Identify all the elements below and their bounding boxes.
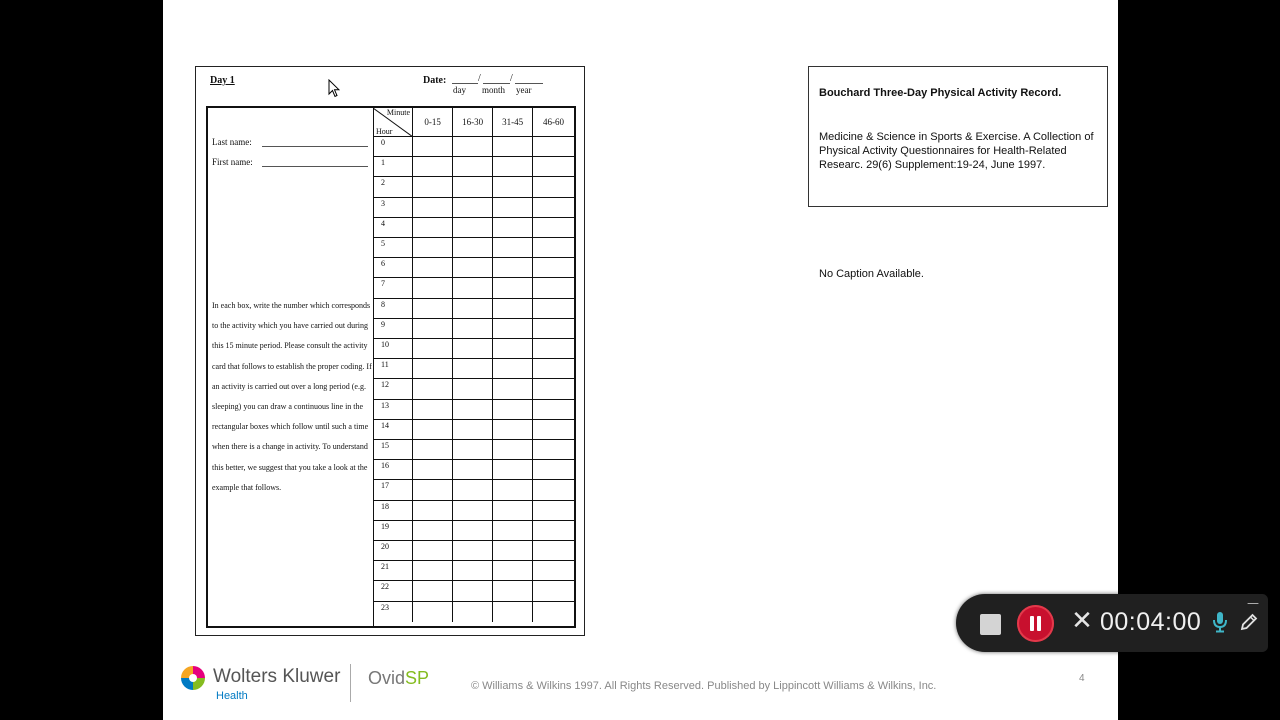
hour-table (373, 108, 574, 626)
activity-cell (493, 440, 533, 459)
activity-cell (493, 238, 533, 257)
activity-cell (413, 602, 453, 622)
activity-cell (493, 218, 533, 237)
activity-cell (413, 440, 453, 459)
activity-cell (453, 440, 493, 459)
date-label: Date: (423, 75, 447, 86)
activity-cell (413, 198, 453, 217)
hour-row (373, 198, 574, 218)
activity-cell (533, 501, 574, 520)
activity-cell (493, 299, 533, 318)
activity-cell (533, 460, 574, 479)
hour-label: 1 (373, 157, 413, 176)
hour-label: 12 (373, 379, 413, 398)
activity-cell (493, 319, 533, 338)
hour-label: 13 (373, 400, 413, 419)
activity-cell (413, 400, 453, 419)
activity-cell (533, 238, 574, 257)
reference-title: Bouchard Three-Day Physical Activity Record. (819, 87, 1062, 99)
activity-cell (413, 480, 453, 499)
hour-label: 15 (373, 440, 413, 459)
hour-row (373, 460, 574, 480)
activity-cell (413, 258, 453, 277)
activity-cell (413, 177, 453, 196)
activity-cell (413, 379, 453, 398)
hour-row (373, 501, 574, 521)
last-name-label: Last name: (212, 137, 252, 147)
activity-cell (533, 359, 574, 378)
product-prefix: Ovid (368, 668, 406, 688)
column-header: 0-15 (413, 108, 453, 137)
activity-cell (453, 339, 493, 358)
hour-label: 20 (373, 541, 413, 560)
activity-cell (453, 137, 493, 156)
activity-cell (533, 420, 574, 439)
reference-box (808, 66, 1108, 207)
activity-cell (413, 278, 453, 297)
hour-label: 8 (373, 299, 413, 318)
screen-recorder-toolbar (956, 594, 1268, 652)
activity-cell (413, 319, 453, 338)
activity-cell (493, 541, 533, 560)
hour-label: 7 (373, 278, 413, 297)
activity-cell (493, 400, 533, 419)
hour-label: 21 (373, 561, 413, 580)
activity-cell (453, 299, 493, 318)
activity-cell (533, 581, 574, 600)
activity-cell (533, 319, 574, 338)
hour-row (373, 521, 574, 541)
hour-row (373, 319, 574, 339)
hour-label: 4 (373, 218, 413, 237)
activity-cell (453, 238, 493, 257)
corner-hour: Hour (376, 127, 393, 136)
hour-label: 22 (373, 581, 413, 600)
activity-cell (533, 299, 574, 318)
hour-row (373, 541, 574, 561)
activity-cell (453, 177, 493, 196)
product-logo (368, 668, 429, 689)
microphone-icon[interactable] (1212, 611, 1228, 637)
activity-cell (493, 258, 533, 277)
hour-row (373, 379, 574, 399)
activity-cell (413, 460, 453, 479)
activity-cell (453, 420, 493, 439)
recording-timer: 00:04:00 (1100, 608, 1202, 636)
hour-label: 16 (373, 460, 413, 479)
activity-cell (453, 400, 493, 419)
hour-label: 5 (373, 238, 413, 257)
activity-cell (413, 137, 453, 156)
activity-cell (453, 379, 493, 398)
activity-cell (533, 541, 574, 560)
hour-row (373, 420, 574, 440)
activity-cell (453, 278, 493, 297)
activity-cell (453, 561, 493, 580)
activity-cell (493, 157, 533, 176)
activity-cell (533, 137, 574, 156)
date-month-line (483, 83, 510, 84)
activity-cell (413, 359, 453, 378)
activity-cell (453, 198, 493, 217)
hour-row (373, 400, 574, 420)
activity-cell (533, 480, 574, 499)
first-name-label: First name: (212, 157, 253, 167)
activity-cell (533, 218, 574, 237)
hour-label: 11 (373, 359, 413, 378)
activity-cell (453, 359, 493, 378)
pen-icon[interactable] (1239, 612, 1259, 636)
column-header: 31-45 (493, 108, 533, 137)
activity-cell (453, 602, 493, 622)
activity-cell (533, 400, 574, 419)
activity-cell (493, 602, 533, 622)
hour-label: 17 (373, 480, 413, 499)
activity-cell (453, 157, 493, 176)
activity-cell (453, 521, 493, 540)
activity-cell (533, 339, 574, 358)
close-icon[interactable]: ✕ (1071, 606, 1093, 636)
activity-cell (493, 177, 533, 196)
column-header: 46-60 (533, 108, 574, 137)
activity-cell (453, 319, 493, 338)
hour-row (373, 218, 574, 238)
activity-cell (493, 278, 533, 297)
first-name-line (262, 166, 368, 167)
activity-cell (493, 359, 533, 378)
activity-cell (413, 420, 453, 439)
activity-cell (413, 521, 453, 540)
activity-cell (453, 218, 493, 237)
hour-row (373, 278, 574, 298)
table-corner (373, 108, 413, 137)
activity-cell (493, 561, 533, 580)
activity-cell (413, 157, 453, 176)
copyright-text: © Williams & Wilkins 1997. All Rights Reserved. Published by Lippincott Williams & Wilkins, Inc. (471, 680, 937, 692)
date-slash: / (478, 73, 481, 84)
hour-row (373, 238, 574, 258)
activity-cell (413, 581, 453, 600)
activity-cell (493, 198, 533, 217)
last-name-line (262, 146, 368, 147)
mouse-cursor-icon (328, 79, 340, 102)
stop-recording-button[interactable] (980, 614, 1001, 635)
hour-row (373, 137, 574, 157)
hour-label: 19 (373, 521, 413, 540)
activity-cell (533, 278, 574, 297)
activity-cell (493, 379, 533, 398)
activity-grid (206, 106, 576, 628)
minimize-button[interactable]: — (1247, 596, 1259, 610)
product-suffix: SP (405, 668, 430, 688)
logo-divider (350, 664, 351, 702)
hour-row (373, 177, 574, 197)
activity-record-form (195, 66, 585, 636)
activity-cell (493, 480, 533, 499)
hour-label: 3 (373, 198, 413, 217)
form-left-column (208, 108, 374, 626)
hour-label: 10 (373, 339, 413, 358)
activity-cell (533, 157, 574, 176)
pause-recording-button[interactable] (1017, 605, 1054, 642)
activity-cell (493, 521, 533, 540)
reference-body: Medicine & Science in Sports & Exercise. A Collection of Physical Activity Questionnaires for Health-Related Researc. 29(6) Supplement:19-24, June 1997. (819, 131, 1094, 171)
hour-label: 23 (373, 602, 413, 622)
activity-cell (533, 561, 574, 580)
activity-cell (493, 581, 533, 600)
hour-row (373, 157, 574, 177)
activity-cell (493, 137, 533, 156)
activity-cell (413, 541, 453, 560)
date-year-line (515, 83, 543, 84)
activity-cell (493, 501, 533, 520)
activity-cell (533, 440, 574, 459)
day-label: Day 1 (210, 75, 235, 86)
hour-row (373, 359, 574, 379)
activity-cell (413, 299, 453, 318)
activity-cell (533, 258, 574, 277)
hour-row (373, 339, 574, 359)
hour-label: 6 (373, 258, 413, 277)
corner-minute: Minute (386, 108, 410, 117)
activity-cell (493, 460, 533, 479)
activity-cell (533, 177, 574, 196)
activity-cell (453, 541, 493, 560)
wolters-kluwer-logo-icon (181, 666, 205, 690)
caption-text: No Caption Available. (819, 268, 924, 280)
hour-row (373, 299, 574, 319)
activity-cell (493, 420, 533, 439)
brand-sub: Health (216, 690, 248, 702)
activity-cell (533, 198, 574, 217)
hour-row (373, 258, 574, 278)
activity-cell (413, 218, 453, 237)
column-header: 16-30 (453, 108, 493, 137)
date-sub-month: month (482, 85, 506, 95)
activity-cell (493, 339, 533, 358)
activity-cell (453, 480, 493, 499)
activity-cell (533, 521, 574, 540)
activity-cell (533, 379, 574, 398)
hour-label: 2 (373, 177, 413, 196)
activity-cell (413, 238, 453, 257)
activity-cell (453, 258, 493, 277)
hour-row (373, 581, 574, 601)
hour-row (373, 602, 574, 622)
activity-cell (413, 339, 453, 358)
date-slash: / (510, 73, 513, 84)
activity-cell (453, 501, 493, 520)
date-day-line (452, 83, 478, 84)
date-sub-day: day (453, 85, 466, 95)
activity-cell (413, 561, 453, 580)
hour-row (373, 480, 574, 500)
date-sub-year: year (516, 85, 532, 95)
page-number: 4 (1079, 673, 1085, 684)
hour-row (373, 561, 574, 581)
hour-label: 14 (373, 420, 413, 439)
hour-label: 18 (373, 501, 413, 520)
brand-name: Wolters Kluwer (213, 666, 341, 687)
hour-row (373, 440, 574, 460)
hour-label: 0 (373, 137, 413, 156)
activity-cell (453, 581, 493, 600)
activity-cell (533, 602, 574, 622)
activity-cell (413, 501, 453, 520)
instructions: In each box, write the number which corresponds to the activity which you have carried out during this 15 minute period. Please consult the activity card that follows to establish the proper coding. If an activity is carried out over a long period (e.g. sleeping) you can draw a continuous line in the rectangular boxes which follow until such a time when there is a change in activity. To understand this better, we suggest that you take a look at the example that follows. (212, 301, 372, 492)
activity-cell (453, 460, 493, 479)
hour-label: 9 (373, 319, 413, 338)
